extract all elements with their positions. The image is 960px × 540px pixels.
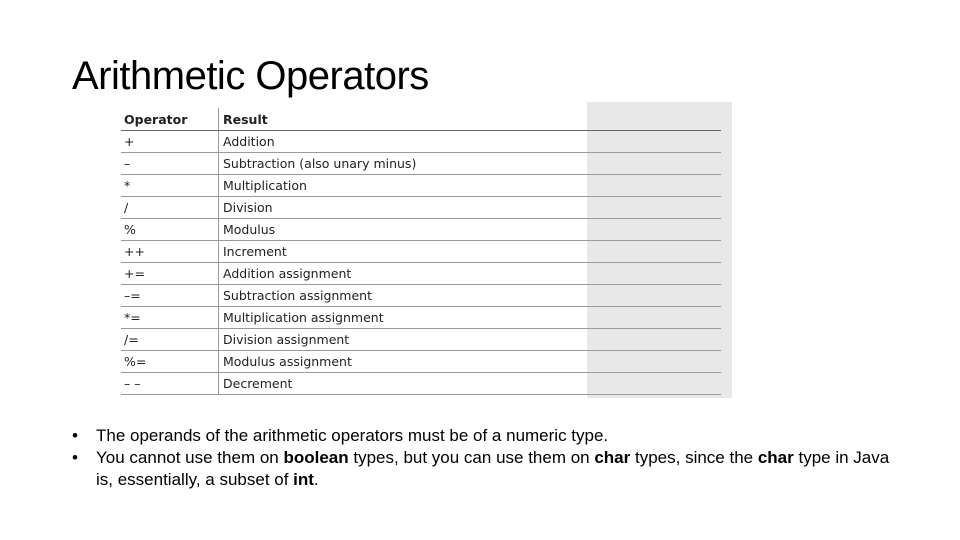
operator-cell: += bbox=[121, 263, 219, 285]
result-cell: Multiplication assignment bbox=[219, 307, 722, 329]
table-row bbox=[121, 329, 721, 351]
bullet-dot: • bbox=[72, 426, 78, 445]
operator-cell: –= bbox=[121, 285, 219, 307]
operators-table-image bbox=[118, 102, 732, 398]
result-cell: Subtraction assignment bbox=[219, 285, 722, 307]
table-row bbox=[121, 153, 721, 175]
table-row bbox=[121, 307, 721, 329]
result-cell: Division bbox=[219, 197, 722, 219]
bullet-text-part: . bbox=[313, 470, 319, 489]
keyword-char: char bbox=[757, 448, 794, 467]
bullet-text-part: types, but you can use them on bbox=[348, 448, 595, 467]
operator-cell: + bbox=[121, 131, 219, 153]
result-cell: Addition assignment bbox=[219, 263, 722, 285]
result-cell: Increment bbox=[219, 241, 722, 263]
bullet-item bbox=[72, 447, 892, 491]
keyword-int: int bbox=[293, 470, 314, 489]
operator-cell: ++ bbox=[121, 241, 219, 263]
result-cell: Division assignment bbox=[219, 329, 722, 351]
operator-cell: – – bbox=[121, 373, 219, 395]
result-cell: Addition bbox=[219, 131, 722, 153]
table-row bbox=[121, 263, 721, 285]
bullet-dot: • bbox=[72, 448, 78, 467]
operator-cell: /= bbox=[121, 329, 219, 351]
keyword-boolean: boolean bbox=[283, 448, 349, 467]
bullet-text: The operands of the arithmetic operators must be of a numeric type. bbox=[96, 426, 609, 445]
operator-cell: *= bbox=[121, 307, 219, 329]
operator-cell: – bbox=[121, 153, 219, 175]
table-row bbox=[121, 285, 721, 307]
table-row bbox=[121, 219, 721, 241]
header-operator: Operator bbox=[121, 108, 219, 131]
table-header-row bbox=[121, 108, 721, 131]
bullet-text-part: types, since the bbox=[630, 448, 758, 467]
table-row bbox=[121, 175, 721, 197]
operator-cell: % bbox=[121, 219, 219, 241]
bullet-list bbox=[72, 425, 892, 491]
bullet-text-part: You cannot use them on bbox=[96, 448, 284, 467]
result-cell: Subtraction (also unary minus) bbox=[219, 153, 722, 175]
result-cell: Modulus assignment bbox=[219, 351, 722, 373]
operators-table bbox=[121, 108, 721, 395]
bullet-item bbox=[72, 425, 892, 447]
table-row bbox=[121, 197, 721, 219]
operator-cell: * bbox=[121, 175, 219, 197]
result-cell: Multiplication bbox=[219, 175, 722, 197]
table-row bbox=[121, 373, 721, 395]
operator-cell: / bbox=[121, 197, 219, 219]
table-row bbox=[121, 351, 721, 373]
slide-title: Arithmetic Operators bbox=[72, 54, 429, 98]
table-row bbox=[121, 131, 721, 153]
operator-cell: %= bbox=[121, 351, 219, 373]
header-result: Result bbox=[219, 108, 722, 131]
keyword-char: char bbox=[594, 448, 631, 467]
result-cell: Modulus bbox=[219, 219, 722, 241]
result-cell: Decrement bbox=[219, 373, 722, 395]
table-row bbox=[121, 241, 721, 263]
bullet-text-part: type in Java is, essentially, a subset of bbox=[96, 448, 890, 489]
